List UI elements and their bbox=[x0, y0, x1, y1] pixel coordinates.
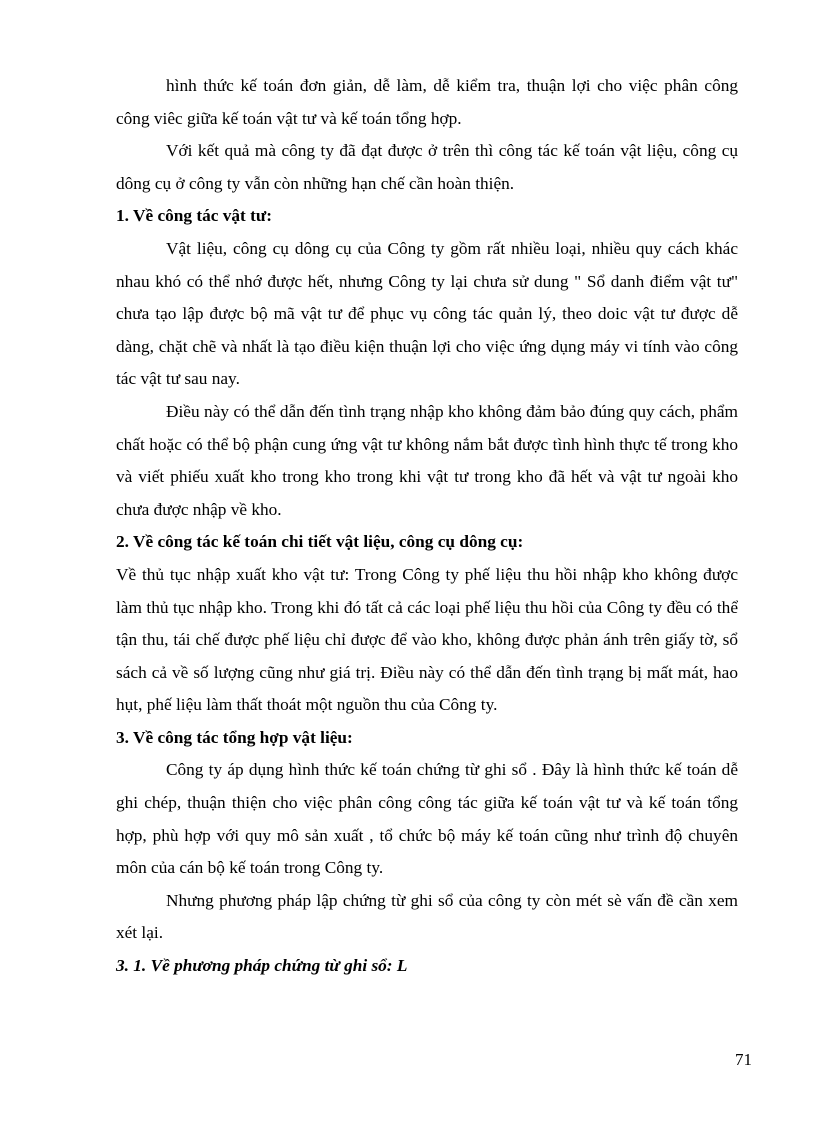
section-heading-3: 3. Về công tác tổng hợp vật liệu: bbox=[116, 727, 353, 747]
section-heading-1: 1. Về công tác vật tư: bbox=[116, 206, 272, 226]
section-heading-2: 2. Về công tác kế toán chi tiết vật liệu, công cụ dông cụ: bbox=[116, 532, 524, 552]
paragraph-2: Với kết quả mà công ty đã đạt được ở trên thì công tác kế toán vật liệu, công cụ dông cụ ở công ty vẫn còn những hạn chế cần hoàn thiện. bbox=[116, 141, 738, 193]
document-page bbox=[116, 70, 738, 983]
paragraph-4: Điều này có thể dẫn đến tình trạng nhập kho không đảm bảo đúng quy cách, phẩm chất hoặc có thể bộ phận cung ứng vật tư không nắm bắt được tình hình thực tế trong kho và viết phiếu xuất kho trong kho trong khi vật tư trong kho đã hết và vật tư ngoài kho chưa được nhập về kho. bbox=[116, 401, 738, 519]
paragraph-1: hình thức kế toán đơn giản, dễ làm, dễ kiểm tra, thuận lợi cho việc phân công công viêc giữa kế toán vật tư và kế toán tổng hợp. bbox=[116, 76, 738, 128]
page-number: 71 bbox=[735, 1050, 752, 1069]
subsection-heading-3-1: 3. 1. Về phương pháp chứng từ ghi sổ: L bbox=[116, 956, 408, 976]
paragraph-5: Về thủ tục nhập xuất kho vật tư: Trong Công ty phế liệu thu hồi nhập kho không được làm thủ tục nhập kho. Trong khi đó tất cả các loại phế liệu thu hồi của Công ty đều có thể tận thu, tái chế được phế liệu chỉ được để vào kho, không được phản ánh trên giấy tờ, sổ sách cả về số lượng cũng như giá trị. Điều này có thể dẫn đến tình trạng bị mất mát, hao hụt, phế liệu làm thất thoát một nguồn thu của Công ty. bbox=[116, 564, 738, 715]
paragraph-3: Vật liệu, công cụ dông cụ của Công ty gồm rất nhiều loại, nhiều quy cách khác nhau khó có thể nhớ được hết, nhưng Công ty lại chưa sử dung " Sổ danh điểm vật tư" chưa tạo lập được bộ mã vật tư để phục vụ công tác quản lý, theo doic vật tư được dễ dàng, chặt chẽ và nhất là tạo điều kiện thuận lợi cho việc ứng dụng máy vi tính vào công tác vật tư sau nay. bbox=[116, 238, 738, 389]
paragraph-7: Nhưng phương pháp lập chứng từ ghi sổ của công ty còn mét sè vấn đề cần xem xét lại. bbox=[116, 890, 738, 943]
paragraph-6: Công ty áp dụng hình thức kế toán chứng từ ghi sổ . Đây là hình thức kế toán dễ ghi chép, thuận thiện cho việc phân công công tác giữa kế toán vật tư và kế toán tổng hợp, phù hợp với quy mô sản xuất , tổ chức bộ máy kế toán cũng như trình độ chuyên môn của cán bộ kế toán trong Công ty. bbox=[116, 760, 738, 878]
